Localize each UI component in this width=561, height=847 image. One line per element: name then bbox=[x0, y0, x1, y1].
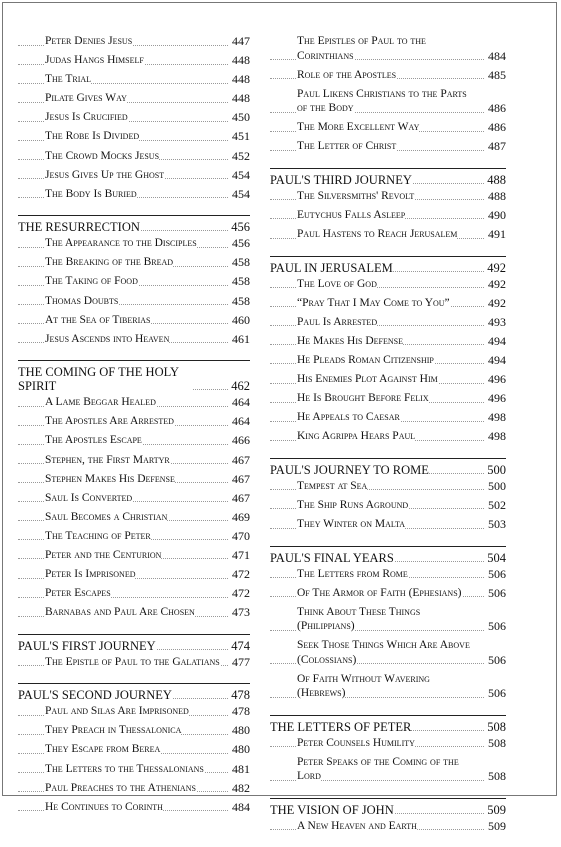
entry-title: Paul Likens Christians to the Parts of the Body bbox=[297, 87, 467, 115]
entry-page-number: 509 bbox=[485, 819, 506, 834]
entry-page-number: 473 bbox=[229, 605, 250, 620]
toc-entry[interactable] bbox=[270, 34, 506, 63]
entry-page-number: 490 bbox=[485, 208, 506, 223]
entry-page-number: 454 bbox=[229, 168, 250, 183]
entry-page-number: 448 bbox=[229, 53, 250, 68]
toc-entry[interactable] bbox=[270, 277, 506, 292]
entry-title: A Lame Beggar Healed bbox=[45, 396, 156, 409]
toc-entry[interactable] bbox=[18, 800, 250, 815]
toc-entry[interactable] bbox=[18, 110, 250, 125]
section-page-number: 456 bbox=[228, 220, 250, 234]
toc-entry[interactable] bbox=[270, 227, 506, 242]
toc-entry[interactable] bbox=[18, 149, 250, 164]
entry-title: The Breaking of the Bread bbox=[45, 256, 174, 269]
entry-title: Paul Is Arrested bbox=[297, 315, 378, 328]
toc-entry[interactable] bbox=[18, 433, 250, 448]
entry-page-number: 469 bbox=[229, 510, 250, 525]
toc-entry[interactable] bbox=[270, 120, 506, 135]
entry-title: He Pleads Roman Citizenship bbox=[297, 353, 434, 366]
entry-page-number: 467 bbox=[229, 491, 250, 506]
entry-page-number: 466 bbox=[229, 433, 250, 448]
entry-title: Peter Escapes bbox=[45, 587, 111, 600]
toc-entry[interactable] bbox=[270, 498, 506, 513]
toc-entry[interactable] bbox=[270, 429, 506, 444]
entry-page-number: 454 bbox=[229, 187, 250, 202]
entry-page-number: 481 bbox=[229, 762, 250, 777]
toc-column-right bbox=[270, 34, 506, 847]
entry-page-number: 506 bbox=[485, 619, 506, 634]
entry-title: Stephen Makes His Defense bbox=[45, 472, 175, 485]
entry-title: The Appearance to the Disciples bbox=[45, 237, 197, 250]
section-heading[interactable] bbox=[18, 360, 250, 393]
toc-entry[interactable] bbox=[18, 53, 250, 68]
entry-page-number: 471 bbox=[229, 548, 250, 563]
toc-entry[interactable] bbox=[270, 479, 506, 494]
toc-entry[interactable] bbox=[18, 723, 250, 738]
entry-page-number: 467 bbox=[229, 453, 250, 468]
entry-page-number: 488 bbox=[485, 189, 506, 204]
toc-entry[interactable] bbox=[270, 139, 506, 154]
section-page-number: 474 bbox=[228, 639, 250, 653]
entry-page-number: 508 bbox=[485, 736, 506, 751]
entry-page-number: 478 bbox=[229, 704, 250, 719]
toc-entry[interactable] bbox=[18, 655, 250, 670]
toc-entry[interactable] bbox=[270, 410, 506, 425]
entry-page-number: 506 bbox=[485, 686, 506, 701]
toc-entry[interactable] bbox=[18, 510, 250, 525]
section-title: THE VISION OF JOHN bbox=[270, 802, 394, 817]
entry-page-number: 452 bbox=[229, 149, 250, 164]
entry-page-number: 460 bbox=[229, 313, 250, 328]
toc-entry[interactable] bbox=[18, 472, 250, 487]
section-title: THE LETTERS OF PETER bbox=[270, 719, 412, 734]
entry-title: They Escape from Berea bbox=[45, 743, 161, 756]
entry-page-number: 477 bbox=[229, 655, 250, 670]
entry-page-number: 498 bbox=[485, 410, 506, 425]
toc-entry[interactable] bbox=[18, 294, 250, 309]
entry-title: At the Sea of Tiberias bbox=[45, 313, 151, 326]
section-page-number: 488 bbox=[484, 173, 506, 187]
toc-entry[interactable] bbox=[18, 332, 250, 347]
entry-page-number: 482 bbox=[229, 781, 250, 796]
entry-title: The Taking of Food bbox=[45, 275, 138, 288]
section-page-number: 504 bbox=[484, 551, 506, 565]
toc-entry[interactable] bbox=[18, 414, 250, 429]
entry-page-number: 484 bbox=[229, 800, 250, 815]
entry-title: His Enemies Plot Against Him bbox=[297, 373, 438, 386]
entry-title: Saul Becomes a Christian bbox=[45, 510, 168, 523]
entry-title: Judas Hangs Himself bbox=[45, 54, 144, 67]
entry-page-number: 472 bbox=[229, 567, 250, 582]
entry-page-number: 458 bbox=[229, 294, 250, 309]
entry-title: Role of the Apostles bbox=[297, 68, 397, 81]
entry-title: The Epistles of Paul to the Corinthians bbox=[297, 35, 426, 62]
section-title: PAUL IN JERUSALEM bbox=[270, 260, 393, 275]
section-heading[interactable] bbox=[18, 634, 250, 653]
entry-page-number: 508 bbox=[485, 769, 506, 784]
section-page-number: 500 bbox=[484, 463, 506, 477]
entry-title: “Pray That I May Come to You” bbox=[297, 296, 450, 309]
entry-page-number: 492 bbox=[485, 277, 506, 292]
entry-title: Peter Speaks of the Coming of the Lord bbox=[297, 755, 459, 783]
entry-title: The Apostles Escape bbox=[45, 434, 142, 447]
toc-entry[interactable] bbox=[18, 586, 250, 601]
entry-title: They Preach in Thessalonica bbox=[45, 724, 182, 737]
entry-page-number: 500 bbox=[485, 479, 506, 494]
toc-entry[interactable] bbox=[270, 672, 506, 701]
toc-continued-group bbox=[18, 34, 250, 201]
entry-page-number: 484 bbox=[485, 49, 506, 64]
entry-title: The Apostles Are Arrested bbox=[45, 415, 174, 428]
toc-entry[interactable] bbox=[270, 315, 506, 330]
toc-entry[interactable] bbox=[270, 517, 506, 532]
toc-section bbox=[18, 360, 250, 620]
entry-page-number: 502 bbox=[485, 498, 506, 513]
toc-entry[interactable] bbox=[270, 586, 506, 601]
entry-page-number: 496 bbox=[485, 372, 506, 387]
toc-section bbox=[270, 715, 506, 784]
entry-page-number: 464 bbox=[229, 414, 250, 429]
entry-title: Jesus Ascends into Heaven bbox=[45, 332, 170, 345]
entry-title: Paul Preaches to the Athenians bbox=[45, 781, 196, 794]
toc-entry[interactable] bbox=[18, 168, 250, 183]
section-heading[interactable] bbox=[270, 546, 506, 565]
entry-title: A New Heaven and Earth bbox=[297, 819, 417, 832]
toc-entry[interactable] bbox=[270, 334, 506, 349]
entry-page-number: 451 bbox=[229, 129, 250, 144]
toc-entry[interactable] bbox=[18, 491, 250, 506]
entry-page-number: 506 bbox=[485, 586, 506, 601]
entry-title: The Letters from Rome bbox=[297, 567, 408, 580]
entry-title: The Robe Is Divided bbox=[45, 130, 140, 143]
toc-section bbox=[270, 546, 506, 701]
toc-section bbox=[270, 458, 506, 532]
section-title: PAUL'S JOURNEY TO ROME bbox=[270, 462, 429, 477]
toc-entry[interactable] bbox=[18, 187, 250, 202]
entry-page-number: 486 bbox=[485, 120, 506, 135]
entry-title: He Is Brought Before Felix bbox=[297, 392, 429, 405]
section-page-number: 508 bbox=[484, 720, 506, 734]
toc-entry[interactable] bbox=[18, 529, 250, 544]
toc-entry[interactable] bbox=[270, 391, 506, 406]
toc-entry[interactable] bbox=[18, 236, 250, 251]
toc-section bbox=[270, 168, 506, 242]
section-title: PAUL'S FINAL YEARS bbox=[270, 550, 394, 565]
toc-entry[interactable] bbox=[270, 68, 506, 83]
entry-page-number: 487 bbox=[485, 139, 506, 154]
entry-title: The Letter of Christ bbox=[297, 140, 397, 153]
section-page-number: 492 bbox=[484, 261, 506, 275]
toc-section bbox=[270, 798, 506, 834]
entry-title: Seek Those Things Which Are Above (Colossians) bbox=[297, 639, 470, 666]
toc-entry[interactable] bbox=[270, 755, 506, 784]
toc-entry[interactable] bbox=[18, 762, 250, 777]
entry-page-number: 496 bbox=[485, 391, 506, 406]
entry-title: Peter and the Centurion bbox=[45, 548, 162, 561]
entry-title: Peter Counsels Humility bbox=[297, 736, 415, 749]
toc-entry[interactable] bbox=[270, 605, 506, 634]
toc-section bbox=[18, 215, 250, 346]
entry-title: He Continues to Corinth bbox=[45, 800, 163, 813]
entry-title: The Silversmiths' Revolt bbox=[297, 189, 415, 202]
entry-title: The More Excellent Way bbox=[297, 121, 420, 134]
toc-entry[interactable] bbox=[18, 313, 250, 328]
toc-continued-group bbox=[270, 34, 506, 154]
toc-entry[interactable] bbox=[18, 34, 250, 49]
section-page-number: 509 bbox=[484, 803, 506, 817]
toc-section bbox=[18, 683, 250, 814]
section-heading[interactable] bbox=[270, 458, 506, 477]
entry-title: Peter Is Imprisoned bbox=[45, 568, 136, 581]
entry-page-number: 486 bbox=[485, 101, 506, 116]
entry-page-number: 458 bbox=[229, 255, 250, 270]
toc-entry[interactable] bbox=[18, 742, 250, 757]
entry-title: Tempest at Sea bbox=[297, 479, 368, 492]
toc-entry[interactable] bbox=[18, 91, 250, 106]
toc-entry[interactable] bbox=[18, 274, 250, 289]
toc-entry[interactable] bbox=[18, 704, 250, 719]
entry-title: King Agrippa Hears Paul bbox=[297, 430, 416, 443]
section-heading[interactable] bbox=[270, 798, 506, 817]
toc-entry[interactable] bbox=[18, 567, 250, 582]
entry-page-number: 494 bbox=[485, 334, 506, 349]
entry-title: The Body Is Buried bbox=[45, 187, 137, 200]
section-heading[interactable] bbox=[270, 715, 506, 734]
entry-page-number: 485 bbox=[485, 68, 506, 83]
entry-title: Pilate Gives Way bbox=[45, 92, 127, 105]
toc-entry[interactable] bbox=[270, 353, 506, 368]
entry-title: The Letters to the Thessalonians bbox=[45, 762, 204, 775]
toc-entry[interactable] bbox=[18, 605, 250, 620]
section-title: PAUL'S THIRD JOURNEY bbox=[270, 172, 412, 187]
entry-page-number: 448 bbox=[229, 91, 250, 106]
entry-title: Peter Denies Jesus bbox=[45, 35, 133, 47]
entry-title: The Crowd Mocks Jesus bbox=[45, 149, 160, 162]
entry-page-number: 492 bbox=[485, 296, 506, 311]
entry-page-number: 458 bbox=[229, 274, 250, 289]
entry-page-number: 493 bbox=[485, 315, 506, 330]
entry-title: They Winter on Malta bbox=[297, 518, 406, 530]
entry-page-number: 448 bbox=[229, 72, 250, 87]
entry-page-number: 480 bbox=[229, 723, 250, 738]
entry-page-number: 506 bbox=[485, 567, 506, 582]
toc-entry[interactable] bbox=[18, 453, 250, 468]
entry-title: Stephen, the First Martyr bbox=[45, 453, 170, 466]
toc-column-left bbox=[18, 34, 250, 828]
section-title: THE RESURRECTION bbox=[18, 220, 140, 235]
section-title: THE COMING OF THE HOLY SPIRIT bbox=[18, 365, 193, 393]
entry-page-number: 456 bbox=[229, 236, 250, 251]
entry-title: Think About These Things (Philippians) bbox=[297, 605, 421, 633]
section-title: PAUL'S SECOND JOURNEY bbox=[18, 688, 172, 703]
entry-page-number: 503 bbox=[485, 517, 506, 532]
entry-title: The Love of God bbox=[297, 277, 377, 290]
section-page-number: 462 bbox=[228, 379, 250, 393]
toc-section bbox=[270, 256, 506, 444]
entry-page-number: 480 bbox=[229, 742, 250, 757]
entry-title: Paul and Silas Are Imprisoned bbox=[45, 705, 189, 718]
section-title: PAUL'S FIRST JOURNEY bbox=[18, 638, 156, 653]
entry-title: Eutychus Falls Asleep bbox=[297, 208, 406, 221]
entry-page-number: 494 bbox=[485, 353, 506, 368]
entry-title: Barnabas and Paul Are Chosen bbox=[45, 606, 195, 619]
toc-entry[interactable] bbox=[270, 736, 506, 751]
entry-title: He Makes His Defense bbox=[297, 334, 403, 347]
entry-title: The Teaching of Peter bbox=[45, 529, 151, 542]
section-heading[interactable] bbox=[270, 168, 506, 187]
toc-entry[interactable] bbox=[18, 395, 250, 410]
entry-page-number: 464 bbox=[229, 395, 250, 410]
toc-entry[interactable] bbox=[18, 72, 250, 87]
entry-title: The Ship Runs Aground bbox=[297, 498, 409, 511]
toc-entry[interactable] bbox=[270, 189, 506, 204]
entry-page-number: 470 bbox=[229, 529, 250, 544]
section-page-number: 478 bbox=[228, 688, 250, 702]
entry-page-number: 447 bbox=[229, 34, 250, 49]
entry-page-number: 472 bbox=[229, 586, 250, 601]
toc-entry[interactable] bbox=[18, 548, 250, 563]
section-heading[interactable] bbox=[18, 683, 250, 702]
entry-title: Jesus Gives Up the Ghost bbox=[45, 168, 165, 181]
entry-page-number: 491 bbox=[485, 227, 506, 242]
section-heading[interactable] bbox=[270, 256, 506, 275]
entry-page-number: 450 bbox=[229, 110, 250, 125]
section-heading[interactable] bbox=[18, 215, 250, 234]
toc-entry[interactable] bbox=[18, 129, 250, 144]
toc-entry[interactable] bbox=[270, 296, 506, 311]
toc-section bbox=[18, 634, 250, 670]
entry-title: Thomas Doubts bbox=[45, 294, 119, 307]
entry-page-number: 506 bbox=[485, 653, 506, 668]
entry-page-number: 461 bbox=[229, 332, 250, 347]
toc-entry[interactable] bbox=[270, 208, 506, 223]
toc-entry[interactable] bbox=[270, 819, 506, 834]
entry-title: The Epistle of Paul to the Galatians bbox=[45, 655, 220, 668]
entry-title: Saul Is Converted bbox=[45, 491, 133, 504]
toc-entry[interactable] bbox=[270, 372, 506, 387]
toc-entry[interactable] bbox=[18, 781, 250, 796]
toc-entry[interactable] bbox=[18, 255, 250, 270]
entry-page-number: 467 bbox=[229, 472, 250, 487]
toc-entry[interactable] bbox=[270, 638, 506, 667]
entry-title: Of Faith Without Wavering (Hebrews) bbox=[297, 672, 430, 700]
entry-title: He Appeals to Caesar bbox=[297, 411, 400, 424]
entry-title: Of The Armor of Faith (Ephesians) bbox=[297, 586, 462, 599]
toc-entry[interactable] bbox=[270, 87, 506, 116]
entry-page-number: 498 bbox=[485, 429, 506, 444]
entry-title: The Trial bbox=[45, 73, 92, 86]
entry-title: Paul Hastens to Reach Jerusalem bbox=[297, 228, 458, 241]
entry-title: Jesus Is Crucified bbox=[45, 111, 128, 124]
toc-entry[interactable] bbox=[270, 567, 506, 582]
